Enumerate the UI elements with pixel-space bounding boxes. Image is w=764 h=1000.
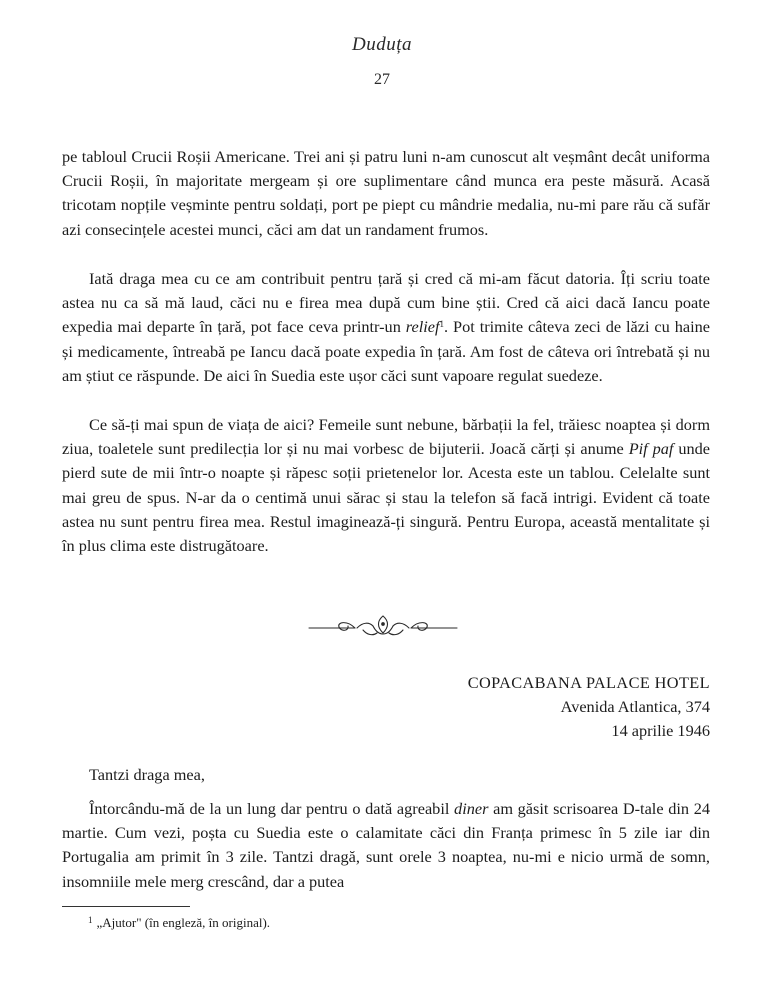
paragraph-life-here [62,413,710,558]
page-bottom-edge [0,996,764,1000]
page-number: 27 [374,71,390,88]
italic-term-relief: relief [405,317,440,337]
paragraph-red-cross: pe tabloul Crucii Roșii Americane. Trei ani și patru luni n-am cunoscut alt veșmânt decât uniforma Crucii Roșii, în majoritate mergeam și ore suplimentare când munca era peste măsură. Acasă tricotam nopțile veșminte pentru soldați, port pe piept cu mândrie medalia, nu-mi pare rău că sufăr azi consecințele acestei munci, căci am dat un randament frumos. [62,147,710,239]
italic-term-diner: diner [454,799,489,818]
paragraph-letter-body-continued: am găsit scrisoarea D-tale din 24 martie. Cum vezi, poșta cu Suedia este o calamitate căci din Franța primesc în 5 zile iar din Portugalia am primit în 3 zile. Tantzi dragă, sunt orele 3 noaptea, nu-mi e nicio urmă de somn, insomniile mele merg crescând, dar a putea [62,799,710,891]
footnote-text: „Ajutor" (în engleză, în original). [96,915,271,930]
letter-date: 14 aprilie 1946 [611,721,710,740]
footnote-reference: 1 [439,319,445,330]
paragraph-contribution-continued: . Pot trimite câteva zeci de lăzi cu haine și medicamente, întreabă pe Iancu dacă poate expedia în țară. Am fost de câteva ori întrebată și nu am știut ce răspunde. De aici în Suedia este ușor căci sunt vapoare regulat suedeze. [62,317,710,385]
italic-term-pif-paf: Pif paf [628,439,674,459]
paragraph-contribution [62,267,710,388]
paragraph-life-here-continued: unde pierd sute de mii într-o noapte și răpesc soții prietenelor lor. Acesta este un tablou. Celelalte sunt mai greu de spus. N-ar da o centimă unui sărac și stau la telefon să facă intrigi. Evident că toate astea nu sunt pentru firea mea. Restul imaginează-ți singură. Pentru Europa, această mentalitate și în plus clima este distrugătoare. [62,439,710,556]
paragraph-letter-body [62,797,710,894]
paragraph-life-here-text: Ce să-ți mai spun de viața de aici? Femeile sunt nebune, bărbații la fel, trăiesc noaptea și dorm ziua, toaletele sunt predilecția lor și nu mai vorbesc de bijuterii. Joacă cărți și anume [62,415,710,459]
letter-salutation: Tantzi draga mea, [89,765,205,784]
paragraph-letter-body-text: Întorcându-mă de la un lung dar pentru o dată agreabil [89,799,455,818]
footnote [88,914,270,932]
paragraph-contribution-text: Iată draga mea cu ce am contribuit pentru țară și cred că mi-am făcut datoria. Îți scriu toate astea nu ca să mă laud, căci nu e firea mea după cum bine știi. Cred că aici dacă Iancu poate expedia mai departe în țară, pot face ceva printr-un [62,269,710,337]
footnote-number: 1 [88,915,93,925]
letter-hotel-name: COPACABANA PALACE HOTEL [467,673,710,692]
footnote-divider [62,906,190,907]
letter-address: Avenida Atlantica, 374 [560,697,710,716]
divider-flourish-icon [307,612,459,640]
running-title: Duduța [352,34,412,55]
